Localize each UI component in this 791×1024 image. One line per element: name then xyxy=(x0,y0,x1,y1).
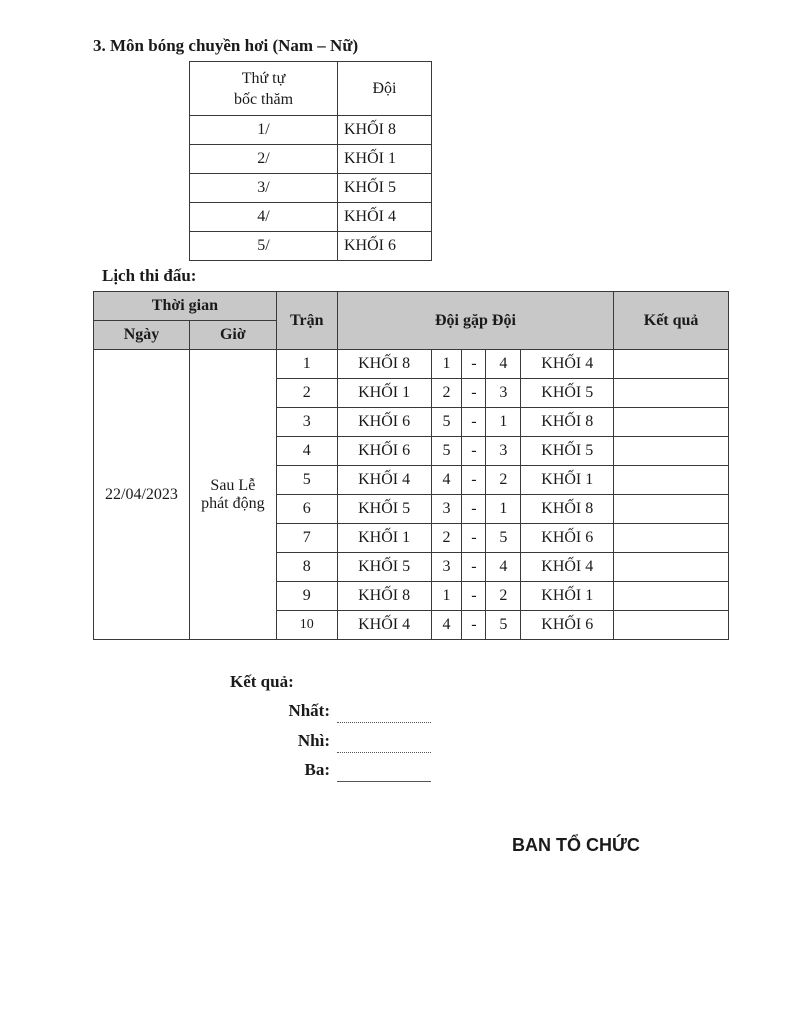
draw-order-header xyxy=(190,62,338,116)
score-separator: - xyxy=(462,466,486,495)
third-place-field[interactable] xyxy=(337,781,431,782)
score-separator: - xyxy=(462,611,486,640)
match-time-line2: phát động xyxy=(201,494,265,512)
draw-order: 5/ xyxy=(190,232,338,261)
team-b: KHỐI 5 xyxy=(521,379,614,408)
seed-b: 4 xyxy=(486,553,521,582)
draw-team-header: Đội xyxy=(338,62,432,116)
hour-header: Giờ xyxy=(189,321,276,350)
draw-order: 4/ xyxy=(190,203,338,232)
match-number: 3 xyxy=(276,408,337,437)
team-b: KHỐI 1 xyxy=(521,582,614,611)
team-b: KHỐI 6 xyxy=(521,611,614,640)
team-a: KHỐI 5 xyxy=(337,553,431,582)
match-result[interactable] xyxy=(614,408,729,437)
draw-order-header-line2: bốc thăm xyxy=(233,90,294,108)
seed-a: 1 xyxy=(431,350,462,379)
seed-a: 3 xyxy=(431,495,462,524)
seed-a: 1 xyxy=(431,582,462,611)
time-header: Thời gian xyxy=(94,292,277,321)
teams-header: Đội gặp Đội xyxy=(337,292,613,350)
schedule-label: Lịch thi đấu: xyxy=(102,266,197,285)
seed-b: 1 xyxy=(486,408,521,437)
team-a: KHỐI 8 xyxy=(337,582,431,611)
seed-a: 2 xyxy=(431,524,462,553)
score-separator: - xyxy=(462,379,486,408)
draw-team: KHỐI 5 xyxy=(338,174,432,203)
team-a: KHỐI 1 xyxy=(337,524,431,553)
team-a: KHỐI 6 xyxy=(337,437,431,466)
draw-order: 3/ xyxy=(190,174,338,203)
team-a: KHỐI 8 xyxy=(337,350,431,379)
seed-b: 3 xyxy=(486,437,521,466)
draw-row xyxy=(190,116,432,145)
seed-b: 3 xyxy=(486,379,521,408)
draw-order: 2/ xyxy=(190,145,338,174)
team-a: KHỐI 5 xyxy=(337,495,431,524)
draw-table-header xyxy=(190,62,432,116)
score-separator: - xyxy=(462,437,486,466)
team-b: KHỐI 6 xyxy=(521,524,614,553)
third-place-label: Ba: xyxy=(304,760,330,779)
seed-b: 2 xyxy=(486,466,521,495)
seed-a: 4 xyxy=(431,466,462,495)
team-b: KHỐI 8 xyxy=(521,495,614,524)
team-b: KHỐI 8 xyxy=(521,408,614,437)
match-time-line1: Sau Lễ xyxy=(210,476,256,494)
draw-row xyxy=(190,203,432,232)
draw-row xyxy=(190,174,432,203)
match-date: 22/04/2023 xyxy=(94,350,190,640)
score-separator: - xyxy=(462,524,486,553)
match-row xyxy=(94,350,729,379)
draw-team: KHỐI 4 xyxy=(338,203,432,232)
match-number: 2 xyxy=(276,379,337,408)
seed-a: 2 xyxy=(431,379,462,408)
match-header: Trận xyxy=(276,292,337,350)
team-b: KHỐI 4 xyxy=(521,350,614,379)
match-result[interactable] xyxy=(614,350,729,379)
team-a: KHỐI 6 xyxy=(337,408,431,437)
match-result[interactable] xyxy=(614,379,729,408)
match-result[interactable] xyxy=(614,437,729,466)
team-b: KHỐI 1 xyxy=(521,466,614,495)
match-number: 6 xyxy=(276,495,337,524)
match-result[interactable] xyxy=(614,466,729,495)
first-place-label: Nhất: xyxy=(288,701,330,720)
team-a: KHỐI 1 xyxy=(337,379,431,408)
match-result[interactable] xyxy=(614,611,729,640)
draw-team: KHỐI 8 xyxy=(338,116,432,145)
team-b: KHỐI 5 xyxy=(521,437,614,466)
match-result[interactable] xyxy=(614,553,729,582)
score-separator: - xyxy=(462,553,486,582)
match-number: 7 xyxy=(276,524,337,553)
seed-a: 4 xyxy=(431,611,462,640)
draw-row xyxy=(190,232,432,261)
match-number: 5 xyxy=(276,466,337,495)
score-separator: - xyxy=(462,495,486,524)
team-a: KHỐI 4 xyxy=(337,466,431,495)
seed-a: 3 xyxy=(431,553,462,582)
second-place-label: Nhì: xyxy=(297,731,330,750)
score-separator: - xyxy=(462,408,486,437)
team-a: KHỐI 4 xyxy=(337,611,431,640)
match-number: 10 xyxy=(276,611,337,640)
seed-a: 5 xyxy=(431,437,462,466)
seed-b: 4 xyxy=(486,350,521,379)
match-time xyxy=(189,350,276,640)
draw-order: 1/ xyxy=(190,116,338,145)
seed-b: 2 xyxy=(486,582,521,611)
draw-order-table xyxy=(189,61,432,261)
draw-row xyxy=(190,145,432,174)
match-result[interactable] xyxy=(614,582,729,611)
match-number: 9 xyxy=(276,582,337,611)
seed-b: 1 xyxy=(486,495,521,524)
results-label: Kết quả: xyxy=(230,672,294,691)
second-place-field[interactable] xyxy=(337,752,431,753)
result-header: Kết quả xyxy=(614,292,729,350)
seed-b: 5 xyxy=(486,524,521,553)
section-title: 3. Môn bóng chuyền hơi (Nam – Nữ) xyxy=(93,36,359,55)
date-header: Ngày xyxy=(94,321,190,350)
draw-team: KHỐI 1 xyxy=(338,145,432,174)
match-number: 4 xyxy=(276,437,337,466)
first-place-field[interactable] xyxy=(337,722,431,723)
draw-order-header-line1: Thứ tự xyxy=(241,69,286,87)
team-b: KHỐI 4 xyxy=(521,553,614,582)
organizer-signature: BAN TỔ CHỨC xyxy=(512,835,640,855)
match-schedule-table xyxy=(93,291,729,640)
match-number: 1 xyxy=(276,350,337,379)
score-separator: - xyxy=(462,350,486,379)
seed-b: 5 xyxy=(486,611,521,640)
match-result[interactable] xyxy=(614,495,729,524)
seed-a: 5 xyxy=(431,408,462,437)
score-separator: - xyxy=(462,582,486,611)
draw-team: KHỐI 6 xyxy=(338,232,432,261)
match-number: 8 xyxy=(276,553,337,582)
match-result[interactable] xyxy=(614,524,729,553)
